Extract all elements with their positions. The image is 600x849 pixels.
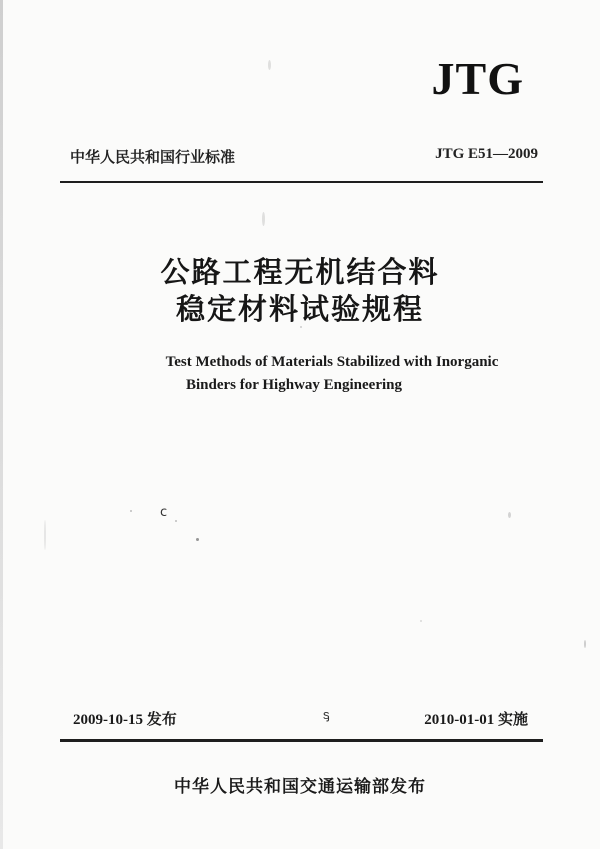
scan-edge [0,0,3,849]
scan-speckle [268,60,271,70]
scan-speckle [420,620,422,622]
scan-speckle [262,212,265,226]
scan-speckle [584,640,586,648]
standard-category: 中华人民共和国行业标准 [70,148,236,166]
standard-number: JTG E51—2009 [435,146,538,162]
scan-speckle [508,512,511,518]
scan-artifact: ᶊ [323,708,330,723]
implementation-date: 2010-01-01 实施 [424,712,528,728]
title-english-line-2: Binders for Highway Engineering [186,377,402,393]
title-english-line-1: Test Methods of Materials Stabilized with Inorganic [165,354,499,370]
standard-code-logo: JTG [431,53,524,104]
scan-speckle [44,520,46,550]
publisher: 中华人民共和国交通运输部发布 [174,777,426,797]
scan-speckle [130,510,132,512]
title-chinese-line-2: 稳定材料试验规程 [175,292,424,326]
issue-date: 2009-10-15 发布 [73,712,177,728]
scan-speckle [300,326,302,328]
footer-divider [60,739,543,742]
title-chinese-line-1: 公路工程无机结合料 [160,255,440,289]
header-divider [60,181,543,183]
scan-speckle [196,538,199,541]
scan-speckle [175,520,177,522]
scan-artifact: c [160,505,168,520]
